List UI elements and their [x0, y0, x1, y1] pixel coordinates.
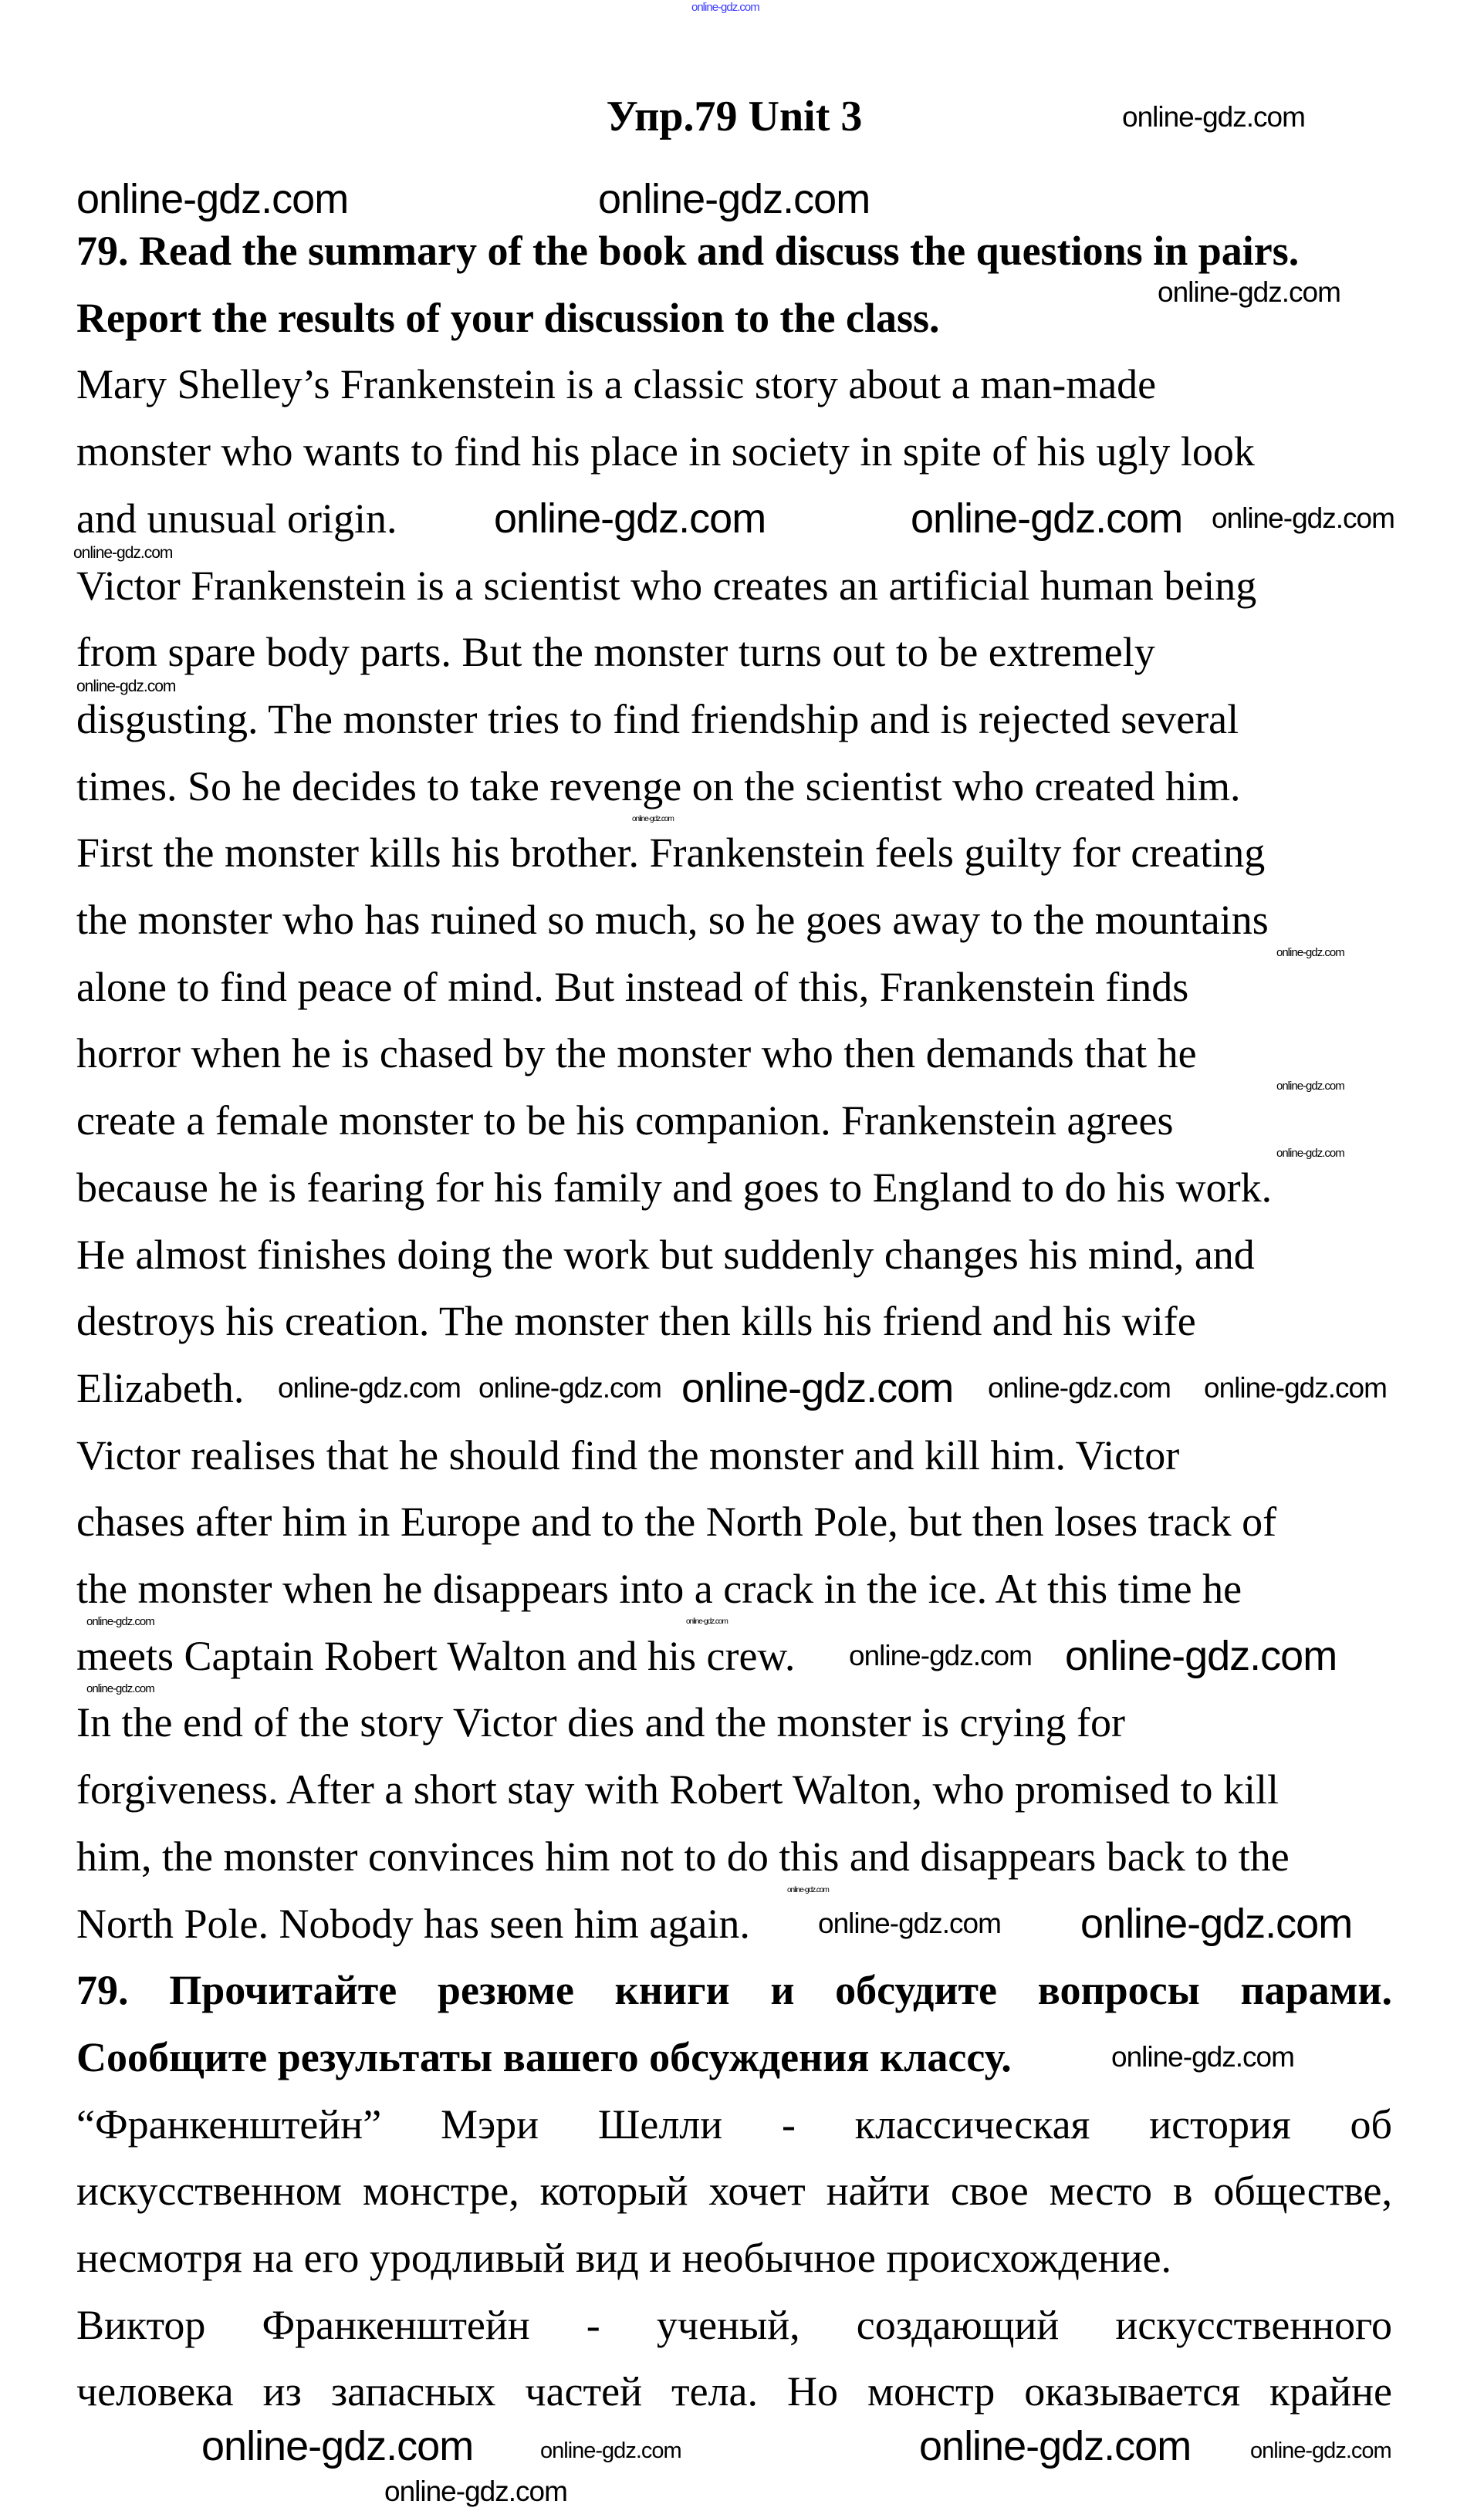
text-line: First the monster kills his brother. Frankenstein feels guilty for creating — [76, 830, 1266, 877]
text-line: the monster who has ruined so much, so he goes away to the mountains — [76, 897, 1269, 943]
watermark: online-gdz.com — [86, 1615, 154, 1628]
text-line: the monster when he disappears into a crack in the ice. At this time he — [76, 1566, 1242, 1612]
text-line: times. So he decides to take revenge on the scientist who created him. — [76, 762, 1241, 809]
watermark: online-gdz.com — [1065, 1633, 1337, 1679]
watermark: online-gdz.com — [76, 678, 176, 695]
watermark: online-gdz.com — [787, 1886, 829, 1894]
watermark: online-gdz.com — [818, 1908, 1001, 1939]
text-line: искусственном монстре, который хочет найти свое место в обществе, — [76, 2168, 1392, 2215]
text-line: destroys his creation. The monster then kills his friend and his wife — [76, 1298, 1196, 1345]
watermark: online-gdz.com — [1250, 2438, 1391, 2463]
page-title: Упр.79 Unit 3 — [606, 93, 863, 140]
text-line: Виктор Франкенштейн - ученый, создающий искусственного — [76, 2301, 1392, 2348]
watermark: online-gdz.com — [686, 1617, 728, 1626]
text-line: monster who wants to find his place in society in spite of his ugly look — [76, 428, 1255, 475]
text-line: chases after him in Europe and to the North Pole, but then loses track of — [76, 1499, 1277, 1546]
watermark: online-gdz.com — [988, 1372, 1171, 1404]
watermark: online-gdz.com — [86, 1682, 154, 1695]
text-line: from spare body parts. But the monster turns out to be extremely — [76, 629, 1155, 676]
watermark: online-gdz.com — [278, 1372, 461, 1404]
text-line: He almost finishes doing the work but suddenly changes his mind, and — [76, 1231, 1255, 1278]
text-line: because he is fearing for his family and goes to England to do his work. — [76, 1164, 1273, 1211]
text-line: человека из запасных частей тела. Но монстр оказывается крайне — [76, 2368, 1392, 2415]
text-line: forgiveness. After a short stay with Robert Walton, who promised to kill — [76, 1766, 1279, 1813]
watermark: online-gdz.com — [1122, 101, 1305, 133]
text-line: Victor realises that he should find the monster and kill him. Victor — [76, 1431, 1180, 1479]
text-line: несмотря на его уродливый вид и необычное происхождение. — [76, 2235, 1172, 2281]
text-line: North Pole. Nobody has seen him again. — [76, 1900, 750, 1947]
watermark: online-gdz.com — [849, 1640, 1032, 1671]
watermark: online-gdz.com — [598, 176, 870, 222]
watermark: online-gdz.com — [1158, 276, 1340, 308]
exercise-heading-line: Сообщите результаты вашего обсуждения классу. — [76, 2033, 1012, 2080]
exercise-heading-line: 79. Read the summary of the book and discuss the questions in pairs. — [76, 228, 1300, 274]
text-line: Mary Shelley’s Frankenstein is a classic story about a man-made — [76, 361, 1157, 408]
text-line: and unusual origin. — [76, 495, 397, 542]
watermark: online-gdz.com — [76, 176, 349, 222]
watermark: online-gdz.com — [1080, 1901, 1353, 1947]
text-line: “Франкенштейн” Мэри Шелли - классическая история об — [76, 2100, 1392, 2148]
exercise-heading-line: Report the results of your discussion to the class. — [76, 294, 940, 341]
text-line: alone to find peace of mind. But instead of this, Frankenstein finds — [76, 963, 1189, 1010]
watermark: online-gdz.com — [691, 1, 759, 14]
watermark: online-gdz.com — [632, 815, 674, 823]
text-line: Elizabeth. — [76, 1364, 245, 1411]
watermark: online-gdz.com — [478, 1372, 661, 1404]
watermark: online-gdz.com — [1204, 1372, 1387, 1404]
text-line: him, the monster convinces him not to do this and disappears back to the — [76, 1833, 1290, 1880]
watermark: online-gdz.com — [681, 1365, 954, 1411]
text-line: disgusting. The monster tries to find friendship and is rejected several — [76, 695, 1239, 742]
watermark: online-gdz.com — [1212, 502, 1394, 534]
text-line: In the end of the story Victor dies and the monster is crying for — [76, 1699, 1125, 1746]
watermark: online-gdz.com — [1276, 1080, 1344, 1093]
exercise-heading-line: 79. Прочитайте резюме книги и обсудите вопросы парами. — [76, 1967, 1392, 2014]
watermark: online-gdz.com — [384, 2476, 567, 2507]
watermark: online-gdz.com — [919, 2423, 1192, 2469]
text-line: Victor Frankenstein is a scientist who creates an artificial human being — [76, 562, 1257, 609]
watermark: online-gdz.com — [494, 495, 766, 542]
watermark: online-gdz.com — [1276, 946, 1344, 959]
watermark: online-gdz.com — [540, 2438, 681, 2463]
text-line: horror when he is chased by the monster who then demands that he — [76, 1030, 1197, 1077]
watermark: online-gdz.com — [1276, 1147, 1344, 1160]
text-line: create a female monster to be his companion. Frankenstein agrees — [76, 1097, 1174, 1144]
watermark: online-gdz.com — [73, 544, 173, 562]
watermark: online-gdz.com — [911, 495, 1183, 542]
text-line: meets Captain Robert Walton and his crew. — [76, 1632, 796, 1679]
watermark: online-gdz.com — [201, 2423, 474, 2469]
watermark: online-gdz.com — [1111, 2041, 1294, 2073]
